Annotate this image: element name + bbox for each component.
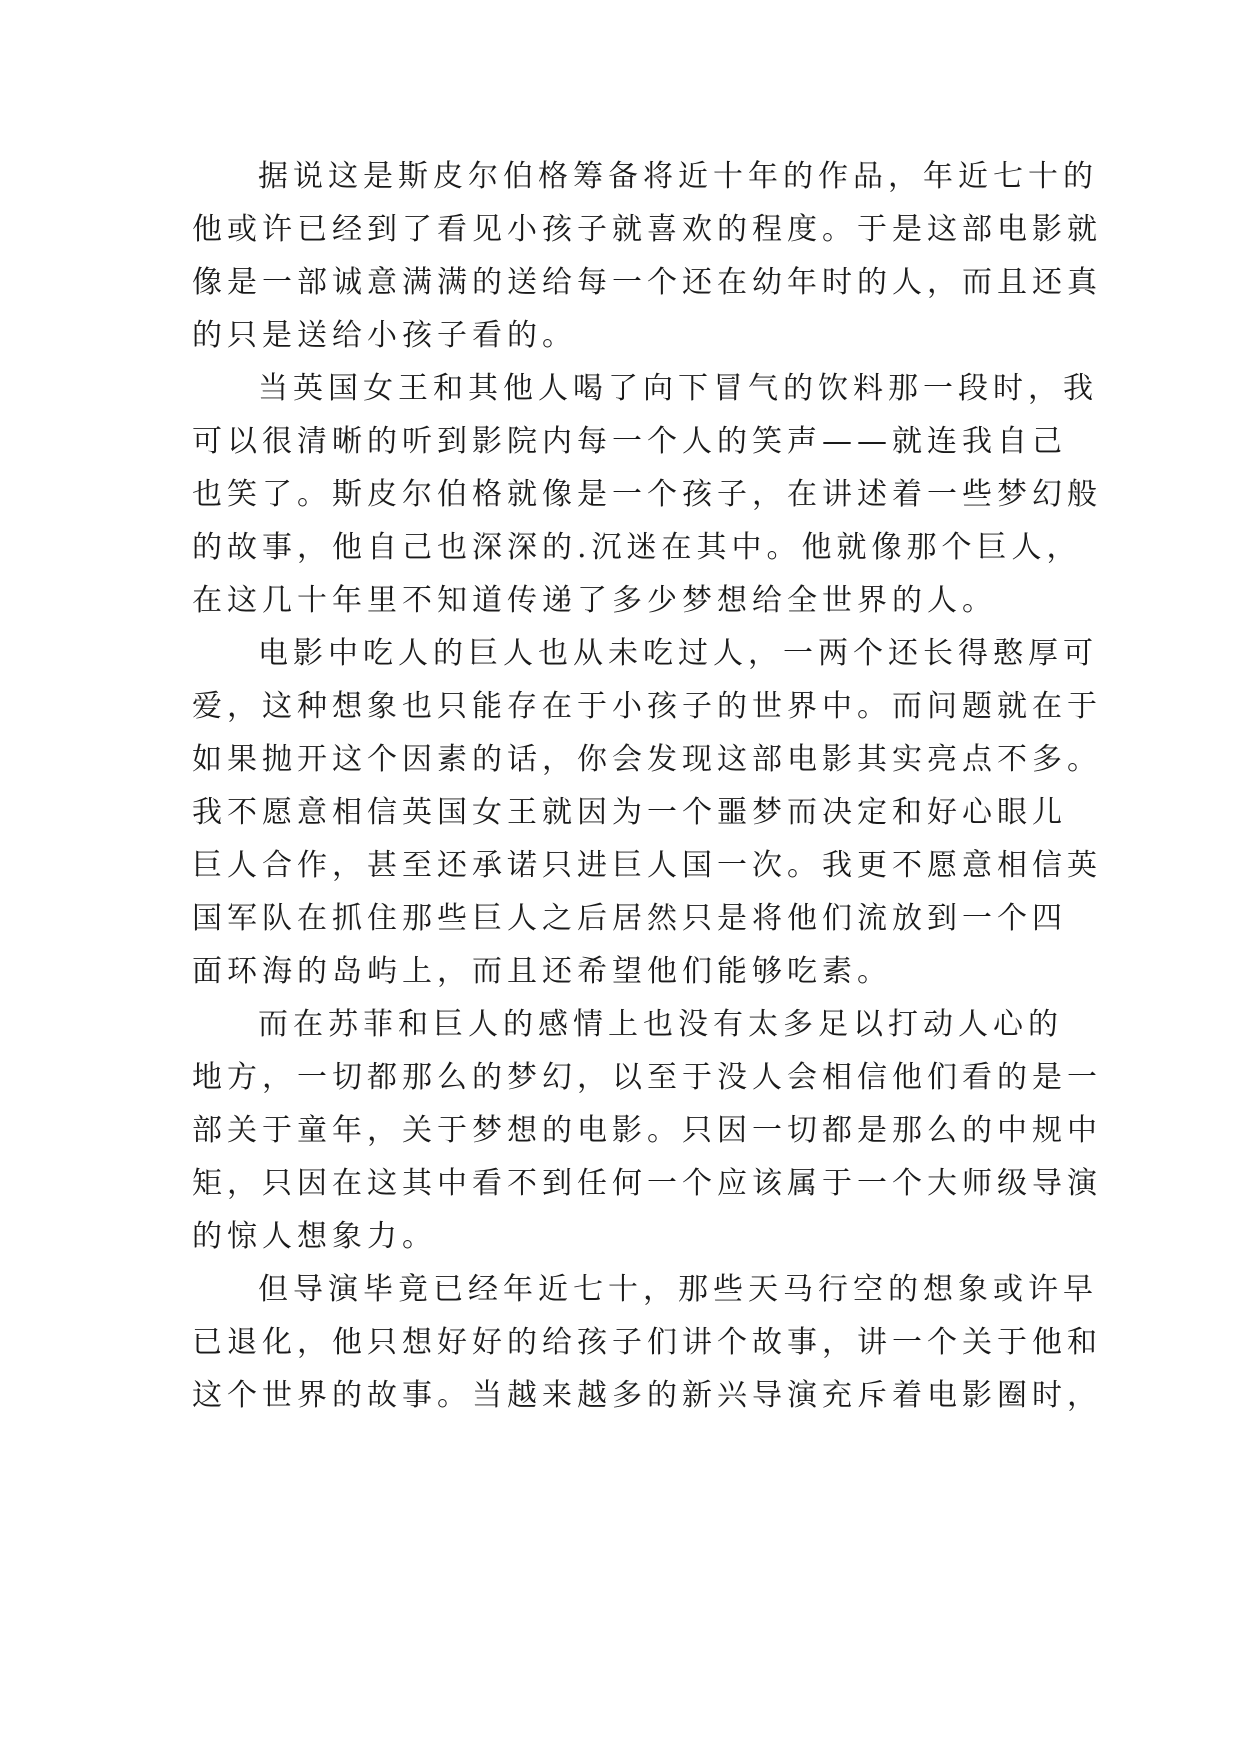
paragraph-4-line-5: 的惊人想象力。 — [192, 1219, 437, 1254]
paragraph-5-line-2: 已退化，他只想好好的给孩子们讲个故事，讲一个关于他和 — [192, 1325, 1102, 1360]
paragraph-5-line-3: 这个世界的故事。当越来越多的新兴导演充斥着电影圈时， — [192, 1378, 1102, 1413]
paragraph-3-line-5: 巨人合作，甚至还承诺只进巨人国一次。我更不愿意相信英 — [192, 848, 1102, 883]
paragraph-5-line-1: 但导演毕竟已经年近七十，那些天马行空的想象或许早 — [258, 1272, 1098, 1307]
paragraph-4-line-3: 部关于童年，关于梦想的电影。只因一切都是那么的中规中 — [192, 1113, 1102, 1148]
paragraph-2-line-3: 也笑了。斯皮尔伯格就像是一个孩子，在讲述着一些梦幻般 — [192, 477, 1102, 512]
paragraph-1-line-3: 像是一部诚意满满的送给每一个还在幼年时的人，而且还真 — [192, 265, 1102, 300]
paragraph-3-line-3: 如果抛开这个因素的话，你会发现这部电影其实亮点不多。 — [192, 742, 1102, 777]
paragraph-3-line-4: 我不愿意相信英国女王就因为一个噩梦而决定和好心眼儿 — [192, 795, 1067, 830]
paragraph-1-line-1: 据说这是斯皮尔伯格筹备将近十年的作品，年近七十的 — [258, 159, 1098, 194]
paragraph-2-line-4: 的故事，他自己也深深的.沉迷在其中。他就像那个巨人， — [192, 530, 1082, 565]
paragraph-4-line-1: 而在苏菲和巨人的感情上也没有太多足以打动人心的 — [258, 1007, 1063, 1042]
paragraph-2-line-5: 在这几十年里不知道传递了多少梦想给全世界的人。 — [192, 583, 997, 618]
paragraph-4-line-4: 矩，只因在这其中看不到任何一个应该属于一个大师级导演 — [192, 1166, 1102, 1201]
paragraph-3-line-1: 电影中吃人的巨人也从未吃过人，一两个还长得憨厚可 — [258, 636, 1098, 671]
paragraph-2-line-1: 当英国女王和其他人喝了向下冒气的饮料那一段时，我 — [258, 371, 1098, 406]
paragraph-3-line-2: 爱，这种想象也只能存在于小孩子的世界中。而问题就在于 — [192, 689, 1102, 724]
paragraph-4-line-2: 地方，一切都那么的梦幻，以至于没人会相信他们看的是一 — [192, 1060, 1102, 1095]
paragraph-1-line-2: 他或许已经到了看见小孩子就喜欢的程度。于是这部电影就 — [192, 212, 1102, 247]
paragraph-1-line-4: 的只是送给小孩子看的。 — [192, 318, 577, 353]
paragraph-2-line-2: 可以很清晰的听到影院内每一个人的笑声——就连我自己 — [192, 424, 1067, 459]
paragraph-3-line-7: 面环海的岛屿上，而且还希望他们能够吃素。 — [192, 954, 892, 989]
paragraph-3-line-6: 国军队在抓住那些巨人之后居然只是将他们流放到一个四 — [192, 901, 1067, 936]
